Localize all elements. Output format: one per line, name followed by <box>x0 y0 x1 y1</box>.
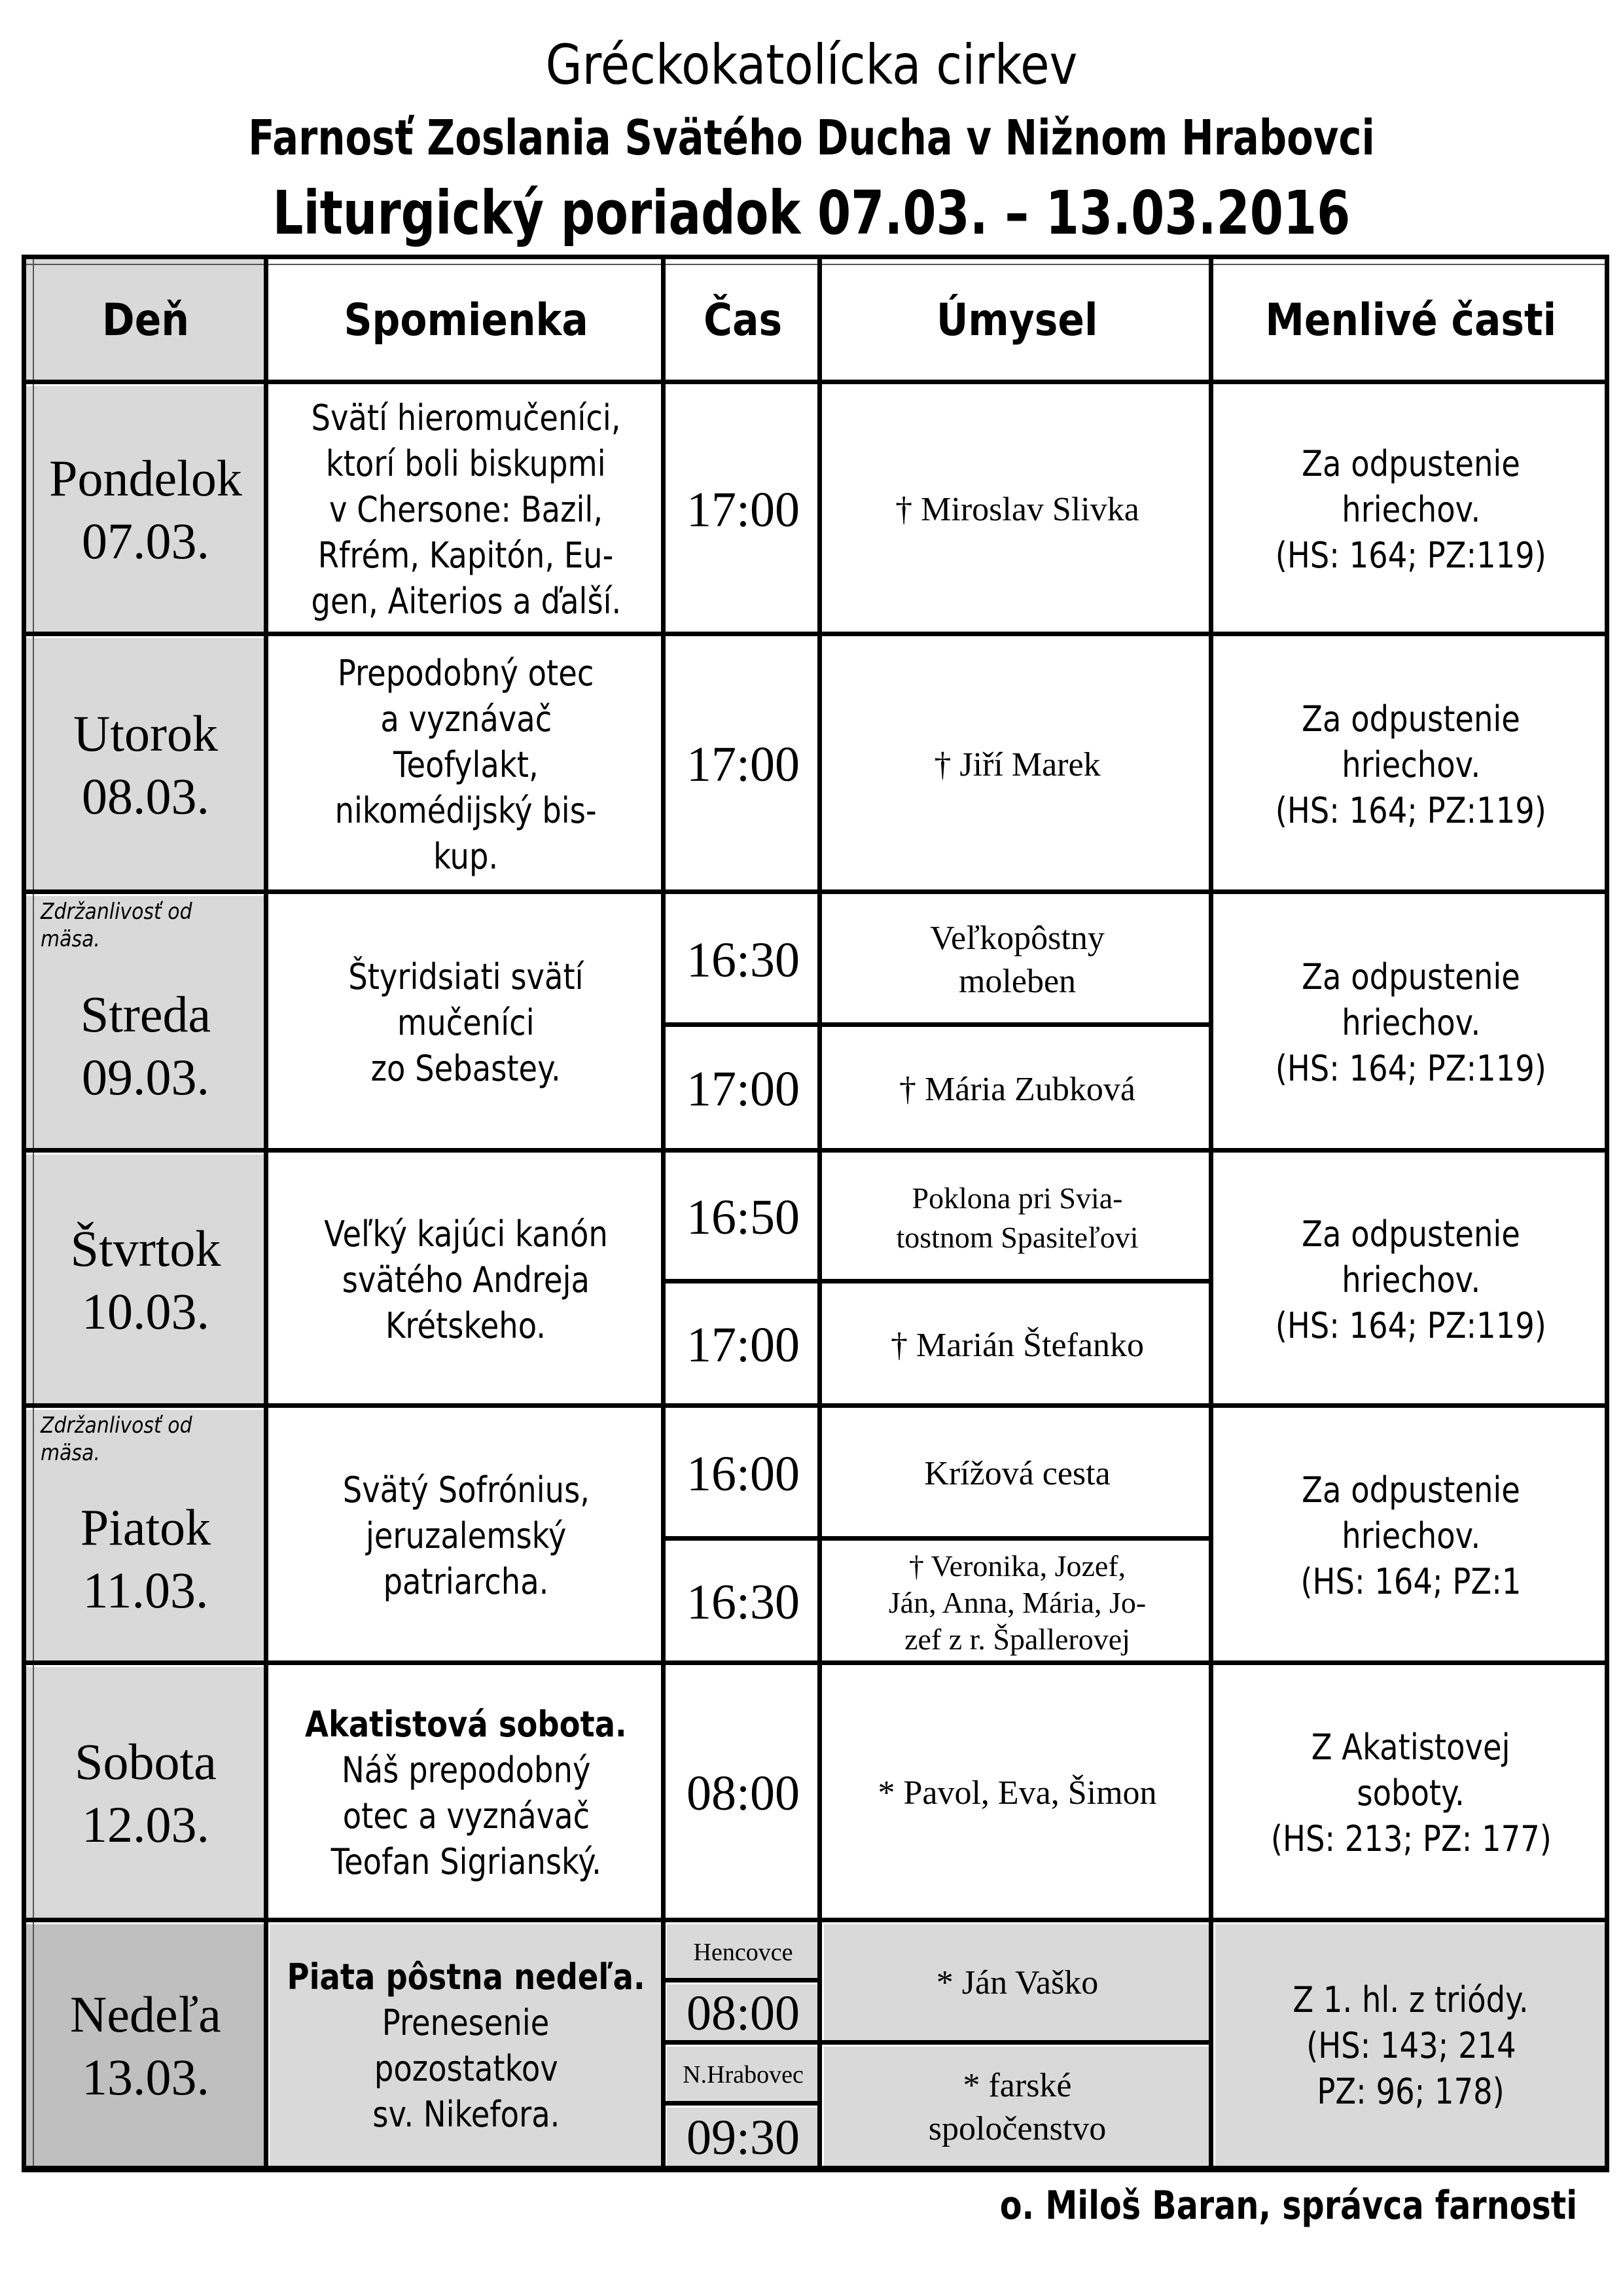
memorial-line: svätého Andreja <box>342 1259 590 1300</box>
intent-line: zef z r. Špallerovej <box>904 1622 1130 1656</box>
variable-line: Za odpustenie <box>1302 698 1520 740</box>
intent-cell <box>824 638 1211 891</box>
memorial-cell <box>270 1667 662 1920</box>
variable-parts-cell <box>1215 1155 1607 1405</box>
service-divider <box>661 1978 822 1982</box>
day-name: Piatok <box>80 1499 211 1556</box>
memorial-line: nikomédijský bis- <box>334 789 597 831</box>
variable-line: (HS: 164; PZ:119) <box>1275 535 1547 576</box>
memorial-cell <box>270 1924 662 2168</box>
row-divider <box>22 380 1609 384</box>
inner-border-line <box>33 257 34 2168</box>
intent-line: Veľkopôstny <box>930 920 1105 957</box>
variable-line: Za odpustenie <box>1302 1469 1520 1511</box>
variable-line: hriechov. <box>1341 1002 1481 1043</box>
day-cell <box>26 638 265 891</box>
note-line: mäsa. <box>41 1440 100 1466</box>
variable-parts-cell <box>1215 1667 1607 1920</box>
service-place: Hencovce <box>693 1938 793 1966</box>
intent-line: * farské <box>963 2066 1072 2104</box>
variable-line: (HS: 164; PZ:119) <box>1275 789 1547 831</box>
intent-line: spoločenstvo <box>928 2109 1107 2147</box>
intent-cell <box>824 386 1211 634</box>
service-divider <box>661 1279 1213 1283</box>
intent-line: † Veronika, Jozef, <box>908 1549 1126 1583</box>
service-time: 16:50 <box>686 1190 800 1245</box>
day-date: 13.03. <box>82 2049 209 2106</box>
service-time: 09:30 <box>686 2109 800 2165</box>
variable-line: Za odpustenie <box>1302 956 1520 997</box>
memorial-cell <box>270 638 662 891</box>
intent-line: * Pavol, Eva, Šimon <box>878 1774 1157 1812</box>
intent-cell <box>824 1667 1211 1920</box>
column-divider <box>1209 255 1213 2172</box>
memorial-line: Svätý Sofrónius, <box>342 1469 590 1511</box>
variable-parts-cell <box>1215 896 1607 1150</box>
variable-line: hriechov. <box>1341 1259 1481 1300</box>
inner-border-line <box>26 264 1605 265</box>
time-cell <box>667 1667 819 1920</box>
intent-line: Poklona pri Svia- <box>912 1181 1123 1215</box>
header-variable-cell <box>1215 259 1607 382</box>
service-time: 17:00 <box>686 1318 800 1372</box>
column-header-time: Čas <box>704 295 783 346</box>
memorial-line: patriarcha. <box>383 1561 549 1602</box>
abstinence-note <box>41 1412 192 1467</box>
memorial-line: mučeníci <box>397 1002 535 1043</box>
day-name: Nedeľa <box>70 1986 221 2043</box>
intent-line: moleben <box>958 963 1077 1000</box>
time-cell <box>667 1029 819 1150</box>
day-date: 08.03. <box>82 767 209 825</box>
abstinence-note <box>41 898 192 953</box>
day-cell <box>26 1667 265 1920</box>
memorial-line: v Chersone: Bazil, <box>329 489 603 530</box>
service-time: 17:00 <box>686 1062 800 1117</box>
service-time: 17:00 <box>686 482 800 537</box>
intent-line: † Marián Štefanko <box>890 1326 1144 1364</box>
service-time: 08:00 <box>686 1765 800 1821</box>
service-time: 16:00 <box>686 1446 800 1501</box>
memorial-line: Teofan Sigrianský. <box>330 1841 601 1882</box>
column-divider <box>817 255 822 2172</box>
day-date: 11.03. <box>82 1562 209 1619</box>
intent-line: † Jiří Marek <box>934 745 1101 783</box>
row-divider <box>22 632 1609 636</box>
header-day-cell <box>26 259 265 382</box>
row-divider <box>22 1148 1609 1153</box>
memorial-line: Teofylakt, <box>393 744 539 785</box>
memorial-line: pozostatkov <box>374 2048 558 2089</box>
day-cell <box>26 1155 265 1405</box>
intent-line: * Ján Vaško <box>936 1964 1099 2001</box>
time-cell <box>667 1984 819 2042</box>
time-cell <box>667 1155 819 1281</box>
memorial-line: gen, Aiterios a ďalší. <box>311 581 621 622</box>
variable-line: Z Akatistovej <box>1311 1727 1510 1768</box>
intent-line: tostnom Spasiteľovi <box>896 1220 1139 1254</box>
place-cell <box>667 1924 819 1980</box>
memorial-line: Rfrém, Kapitón, Eu- <box>318 535 614 576</box>
memorial-line: Krétskeho. <box>385 1304 546 1346</box>
memorial-cell <box>270 1155 662 1405</box>
note-line: Zdržanlivosť od <box>41 1412 192 1439</box>
variable-parts-cell <box>1215 386 1607 634</box>
variable-line: Za odpustenie <box>1302 1213 1520 1255</box>
memorial-line: Prepodobný otec <box>338 652 594 694</box>
time-cell <box>667 2108 819 2168</box>
service-time: 08:00 <box>686 1985 800 2041</box>
intent-cell <box>824 1285 1211 1405</box>
variable-line: (HS: 164; PZ:119) <box>1275 1304 1547 1346</box>
variable-line: (HS: 164; PZ:1 <box>1300 1561 1522 1602</box>
service-time: 16:30 <box>686 932 800 988</box>
service-place: N.Hrabovec <box>683 2061 804 2089</box>
time-cell <box>667 896 819 1024</box>
variable-parts-cell <box>1215 1410 1607 1662</box>
memorial-cell <box>270 386 662 634</box>
table-border <box>1605 255 1609 2172</box>
note-line: Zdržanlivosť od <box>41 899 192 925</box>
day-name: Utorok <box>73 704 218 762</box>
intent-cell <box>824 2047 1211 2168</box>
signature: o. Miloš Baran, správca farnosti <box>999 2183 1577 2229</box>
memorial-cell <box>270 896 662 1150</box>
variable-line: PZ: 96; 178) <box>1317 2071 1505 2112</box>
memorial-line: jeruzalemský <box>365 1515 567 1556</box>
intent-line: † Miroslav Slivka <box>895 491 1139 528</box>
variable-line: hriechov. <box>1341 744 1481 785</box>
intent-cell <box>824 1924 1211 2042</box>
day-name: Štvrtok <box>70 1219 221 1277</box>
day-name: Sobota <box>75 1733 217 1790</box>
service-divider <box>661 1022 1213 1027</box>
time-cell <box>667 638 819 891</box>
intent-cell <box>824 1543 1211 1662</box>
column-header-variable-parts: Menlivé časti <box>1265 295 1557 346</box>
variable-line: (HS: 213; PZ: 177) <box>1270 1818 1552 1859</box>
variable-line: (HS: 164; PZ:119) <box>1275 1048 1547 1089</box>
intent-line: Krížová cesta <box>924 1455 1111 1492</box>
row-divider <box>22 1918 1609 1922</box>
header-memorial-cell <box>270 259 662 382</box>
intent-line: † Mária Zubková <box>899 1070 1135 1108</box>
memorial-line: Náš prepodobný <box>341 1749 591 1791</box>
note-line: mäsa. <box>41 926 100 952</box>
table-border <box>22 2166 1609 2172</box>
day-date: 09.03. <box>82 1049 209 1105</box>
row-divider <box>22 1403 1609 1408</box>
memorial-line: a vyznávač <box>380 698 552 740</box>
header-time-cell <box>667 259 819 382</box>
intent-cell <box>824 896 1211 1024</box>
memorial-line: Štyridsiati svätí <box>348 956 584 997</box>
service-time: 16:30 <box>686 1575 800 1630</box>
time-cell <box>667 1410 819 1538</box>
intent-line: Ján, Anna, Mária, Jo- <box>888 1585 1147 1619</box>
variable-line: Za odpustenie <box>1302 443 1520 484</box>
parish-name: Farnosť Zoslania Svätého Ducha v Nižnom Hrabovci <box>248 110 1375 166</box>
memorial-line: ktorí boli biskupmi <box>326 443 606 484</box>
church-name: Gréckokatolícka cirkev <box>545 33 1078 97</box>
table-border <box>22 255 26 2172</box>
day-cell <box>26 386 265 634</box>
service-divider <box>661 2101 822 2106</box>
column-divider <box>264 255 268 2172</box>
row-divider <box>22 1660 1609 1665</box>
memorial-line: zo Sebastey. <box>370 1048 562 1089</box>
memorial-cell <box>270 1410 662 1662</box>
column-header-day: Deň <box>102 295 189 346</box>
column-divider <box>661 255 666 2172</box>
day-date: 10.03. <box>82 1282 209 1340</box>
variable-line: (HS: 143; 214 <box>1306 2025 1516 2066</box>
row-divider <box>22 889 1609 894</box>
service-time: 17:00 <box>686 737 800 792</box>
memorial-title: Akatistová sobota. <box>305 1704 627 1745</box>
time-cell <box>667 1543 819 1662</box>
memorial-line: sv. Nikefora. <box>372 2094 560 2135</box>
service-divider <box>661 2040 1213 2045</box>
column-header-memorial: Spomienka <box>344 295 588 346</box>
memorial-title: Piata pôstna nedeľa. <box>287 1956 645 1998</box>
column-header-intent: Úmysel <box>936 295 1098 346</box>
time-cell <box>667 386 819 634</box>
table-border <box>22 255 1609 259</box>
variable-line: soboty. <box>1357 1772 1465 1814</box>
variable-parts-cell <box>1215 1924 1607 2168</box>
memorial-line: Veľký kajúci kanón <box>324 1213 608 1255</box>
day-date: 12.03. <box>82 1796 209 1853</box>
memorial-line: kup. <box>433 835 499 877</box>
time-cell <box>667 1285 819 1405</box>
day-name: Pondelok <box>49 450 242 507</box>
intent-cell <box>824 1029 1211 1150</box>
variable-line: Z 1. hl. z triódy. <box>1293 1979 1529 2020</box>
day-date: 07.03. <box>82 512 209 569</box>
intent-cell <box>824 1410 1211 1538</box>
header-intent-cell <box>824 259 1211 382</box>
variable-line: hriechov. <box>1341 489 1481 530</box>
memorial-line: otec a vyznávač <box>342 1795 590 1837</box>
memorial-line: Svätí hieromučeníci, <box>311 397 621 439</box>
intent-cell <box>824 1155 1211 1281</box>
day-cell <box>26 1924 265 2168</box>
variable-parts-cell <box>1215 638 1607 891</box>
place-cell <box>667 2047 819 2103</box>
memorial-line: Prenesenie <box>382 2002 550 2043</box>
day-name: Streda <box>80 986 211 1043</box>
variable-line: hriechov. <box>1341 1515 1481 1556</box>
service-divider <box>661 1536 1213 1541</box>
schedule-title: Liturgický poriadok 07.03. – 13.03.2016 <box>272 178 1351 248</box>
